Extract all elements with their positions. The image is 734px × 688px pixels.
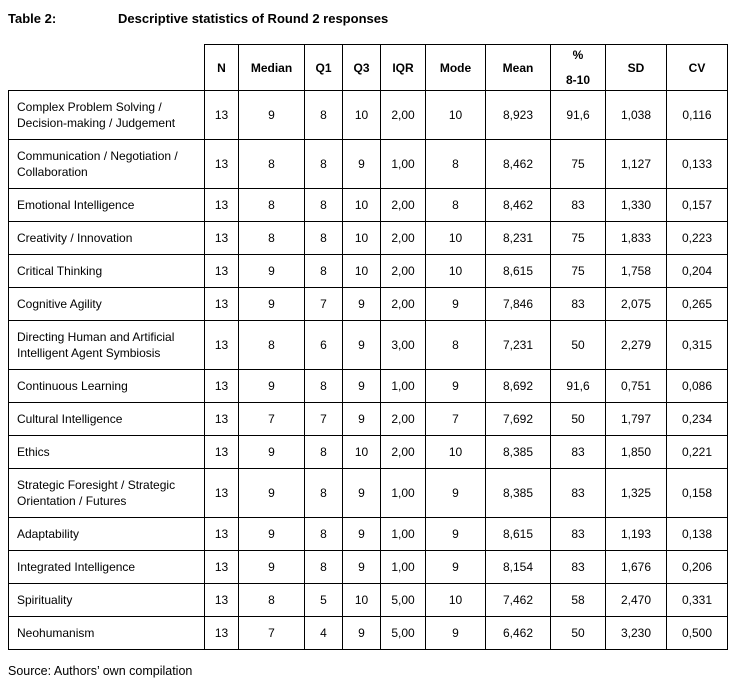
cell-median: 9 <box>239 518 305 551</box>
cell-n: 13 <box>205 222 239 255</box>
cell-q3: 10 <box>343 91 381 140</box>
cell-pct-8-10: 75 <box>551 140 606 189</box>
cell-median: 8 <box>239 189 305 222</box>
cell-mean: 8,923 <box>486 91 551 140</box>
cell-cv: 0,138 <box>667 518 728 551</box>
cell-cv: 0,221 <box>667 436 728 469</box>
cell-q3: 9 <box>343 321 381 370</box>
cell-n: 13 <box>205 469 239 518</box>
cell-sd: 2,470 <box>606 584 667 617</box>
cell-pct-8-10: 50 <box>551 617 606 650</box>
table-row <box>9 370 728 403</box>
cell-q3: 9 <box>343 518 381 551</box>
cell-median: 9 <box>239 370 305 403</box>
cell-median: 8 <box>239 140 305 189</box>
cell-mean: 8,462 <box>486 140 551 189</box>
cell-q3: 9 <box>343 370 381 403</box>
cell-pct-8-10: 75 <box>551 255 606 288</box>
cell-mean: 7,846 <box>486 288 551 321</box>
cell-mean: 7,462 <box>486 584 551 617</box>
cell-mode: 7 <box>426 403 486 436</box>
cell-median: 8 <box>239 321 305 370</box>
row-label: Complex Problem Solving / Decision-making / Judgement <box>9 91 205 140</box>
cell-q1: 5 <box>305 584 343 617</box>
cell-q3: 10 <box>343 584 381 617</box>
cell-mode: 10 <box>426 436 486 469</box>
cell-median: 8 <box>239 584 305 617</box>
cell-iqr: 5,00 <box>381 584 426 617</box>
cell-iqr: 2,00 <box>381 222 426 255</box>
column-header-q1: Q1 <box>305 45 343 91</box>
cell-sd: 1,850 <box>606 436 667 469</box>
cell-pct-8-10: 50 <box>551 403 606 436</box>
table-row <box>9 584 728 617</box>
cell-sd: 0,751 <box>606 370 667 403</box>
cell-iqr: 1,00 <box>381 469 426 518</box>
cell-iqr: 2,00 <box>381 255 426 288</box>
cell-sd: 1,797 <box>606 403 667 436</box>
cell-q3: 10 <box>343 255 381 288</box>
cell-median: 9 <box>239 469 305 518</box>
table-row <box>9 617 728 650</box>
cell-mode: 8 <box>426 321 486 370</box>
cell-sd: 3,230 <box>606 617 667 650</box>
row-label: Cognitive Agility <box>9 288 205 321</box>
cell-mode: 8 <box>426 140 486 189</box>
cell-mode: 9 <box>426 551 486 584</box>
cell-mode: 9 <box>426 469 486 518</box>
row-label: Creativity / Innovation <box>9 222 205 255</box>
cell-sd: 1,038 <box>606 91 667 140</box>
table-row <box>9 321 728 370</box>
cell-median: 7 <box>239 617 305 650</box>
cell-pct-8-10: 83 <box>551 551 606 584</box>
cell-q1: 4 <box>305 617 343 650</box>
table-body <box>9 91 728 650</box>
cell-mean: 8,385 <box>486 469 551 518</box>
cell-q3: 9 <box>343 288 381 321</box>
cell-mean: 8,385 <box>486 436 551 469</box>
cell-pct-8-10: 83 <box>551 189 606 222</box>
cell-median: 9 <box>239 288 305 321</box>
cell-q1: 7 <box>305 403 343 436</box>
cell-pct-8-10: 83 <box>551 436 606 469</box>
cell-pct-8-10: 91,6 <box>551 91 606 140</box>
table-row <box>9 518 728 551</box>
cell-q3: 9 <box>343 469 381 518</box>
cell-mode: 8 <box>426 189 486 222</box>
cell-median: 9 <box>239 551 305 584</box>
cell-median: 8 <box>239 222 305 255</box>
cell-cv: 0,234 <box>667 403 728 436</box>
table-row <box>9 255 728 288</box>
row-label: Directing Human and Artificial Intelligent Agent Symbiosis <box>9 321 205 370</box>
cell-q1: 8 <box>305 91 343 140</box>
cell-n: 13 <box>205 617 239 650</box>
cell-pct-8-10: 75 <box>551 222 606 255</box>
cell-pct-8-10: 83 <box>551 518 606 551</box>
header-row <box>9 45 728 91</box>
cell-n: 13 <box>205 140 239 189</box>
column-header-sd: SD <box>606 45 667 91</box>
cell-n: 13 <box>205 370 239 403</box>
row-label: Integrated Intelligence <box>9 551 205 584</box>
row-label: Neohumanism <box>9 617 205 650</box>
cell-iqr: 2,00 <box>381 91 426 140</box>
cell-mean: 6,462 <box>486 617 551 650</box>
cell-median: 9 <box>239 91 305 140</box>
table-caption-title: Descriptive statistics of Round 2 responses <box>118 11 389 26</box>
table-caption-number: Table 2: <box>8 11 57 26</box>
cell-iqr: 5,00 <box>381 617 426 650</box>
cell-q1: 8 <box>305 518 343 551</box>
cell-cv: 0,331 <box>667 584 728 617</box>
cell-iqr: 1,00 <box>381 140 426 189</box>
cell-cv: 0,204 <box>667 255 728 288</box>
table-caption <box>8 10 734 27</box>
table-row <box>9 403 728 436</box>
cell-q3: 9 <box>343 403 381 436</box>
cell-n: 13 <box>205 584 239 617</box>
cell-n: 13 <box>205 321 239 370</box>
statistics-table <box>8 44 728 650</box>
cell-median: 9 <box>239 255 305 288</box>
cell-mean: 8,154 <box>486 551 551 584</box>
cell-q1: 6 <box>305 321 343 370</box>
cell-mean: 8,231 <box>486 222 551 255</box>
cell-iqr: 1,00 <box>381 551 426 584</box>
cell-cv: 0,265 <box>667 288 728 321</box>
column-header-median: Median <box>239 45 305 91</box>
table-header <box>9 45 728 91</box>
cell-cv: 0,500 <box>667 617 728 650</box>
corner-cell <box>9 45 205 91</box>
cell-cv: 0,086 <box>667 370 728 403</box>
cell-q3: 10 <box>343 222 381 255</box>
cell-pct-8-10: 83 <box>551 469 606 518</box>
cell-cv: 0,315 <box>667 321 728 370</box>
row-label: Critical Thinking <box>9 255 205 288</box>
cell-mode: 9 <box>426 518 486 551</box>
row-label: Communication / Negotiation / Collaboration <box>9 140 205 189</box>
cell-iqr: 3,00 <box>381 321 426 370</box>
cell-sd: 1,676 <box>606 551 667 584</box>
row-label: Spirituality <box>9 584 205 617</box>
cell-mode: 10 <box>426 584 486 617</box>
column-header-n: N <box>205 45 239 91</box>
cell-mode: 9 <box>426 288 486 321</box>
row-label: Adaptability <box>9 518 205 551</box>
cell-cv: 0,116 <box>667 91 728 140</box>
table-row <box>9 551 728 584</box>
cell-q3: 9 <box>343 140 381 189</box>
cell-n: 13 <box>205 551 239 584</box>
cell-mean: 8,462 <box>486 189 551 222</box>
cell-sd: 2,279 <box>606 321 667 370</box>
row-label: Continuous Learning <box>9 370 205 403</box>
row-label: Emotional Intelligence <box>9 189 205 222</box>
cell-sd: 1,127 <box>606 140 667 189</box>
cell-q1: 8 <box>305 551 343 584</box>
source-note: Source: Authors’ own compilation <box>8 664 193 678</box>
table-row <box>9 189 728 222</box>
cell-q3: 9 <box>343 617 381 650</box>
cell-n: 13 <box>205 91 239 140</box>
cell-median: 9 <box>239 436 305 469</box>
cell-mean: 7,231 <box>486 321 551 370</box>
cell-q1: 8 <box>305 436 343 469</box>
cell-q1: 8 <box>305 222 343 255</box>
cell-sd: 1,325 <box>606 469 667 518</box>
cell-n: 13 <box>205 288 239 321</box>
cell-pct-8-10: 58 <box>551 584 606 617</box>
table-row <box>9 288 728 321</box>
cell-sd: 1,193 <box>606 518 667 551</box>
column-header-pct-8-10: % 8-10 <box>551 45 606 91</box>
cell-mode: 10 <box>426 222 486 255</box>
table-row <box>9 436 728 469</box>
cell-q1: 8 <box>305 140 343 189</box>
cell-cv: 0,157 <box>667 189 728 222</box>
cell-mode: 9 <box>426 617 486 650</box>
cell-q1: 8 <box>305 255 343 288</box>
cell-mean: 8,692 <box>486 370 551 403</box>
cell-n: 13 <box>205 518 239 551</box>
row-label: Cultural Intelligence <box>9 403 205 436</box>
cell-cv: 0,158 <box>667 469 728 518</box>
table-row <box>9 91 728 140</box>
cell-mode: 9 <box>426 370 486 403</box>
row-label: Strategic Foresight / Strategic Orientation / Futures <box>9 469 205 518</box>
cell-iqr: 1,00 <box>381 518 426 551</box>
column-header-iqr: IQR <box>381 45 426 91</box>
row-label: Ethics <box>9 436 205 469</box>
cell-q1: 8 <box>305 189 343 222</box>
column-header-cv: CV <box>667 45 728 91</box>
cell-n: 13 <box>205 255 239 288</box>
cell-q1: 7 <box>305 288 343 321</box>
cell-mode: 10 <box>426 255 486 288</box>
cell-mean: 8,615 <box>486 518 551 551</box>
cell-mean: 8,615 <box>486 255 551 288</box>
cell-iqr: 2,00 <box>381 436 426 469</box>
cell-iqr: 2,00 <box>381 403 426 436</box>
table-row <box>9 140 728 189</box>
cell-sd: 2,075 <box>606 288 667 321</box>
cell-n: 13 <box>205 436 239 469</box>
cell-median: 7 <box>239 403 305 436</box>
cell-cv: 0,206 <box>667 551 728 584</box>
cell-iqr: 2,00 <box>381 288 426 321</box>
cell-cv: 0,223 <box>667 222 728 255</box>
cell-sd: 1,330 <box>606 189 667 222</box>
cell-iqr: 1,00 <box>381 370 426 403</box>
cell-pct-8-10: 50 <box>551 321 606 370</box>
column-header-mean: Mean <box>486 45 551 91</box>
cell-q1: 8 <box>305 469 343 518</box>
cell-n: 13 <box>205 403 239 436</box>
column-header-mode: Mode <box>426 45 486 91</box>
cell-pct-8-10: 91,6 <box>551 370 606 403</box>
cell-iqr: 2,00 <box>381 189 426 222</box>
cell-n: 13 <box>205 189 239 222</box>
cell-cv: 0,133 <box>667 140 728 189</box>
cell-pct-8-10: 83 <box>551 288 606 321</box>
table-row <box>9 222 728 255</box>
cell-mode: 10 <box>426 91 486 140</box>
table-row <box>9 469 728 518</box>
column-header-q3: Q3 <box>343 45 381 91</box>
cell-sd: 1,758 <box>606 255 667 288</box>
cell-mean: 7,692 <box>486 403 551 436</box>
cell-q3: 10 <box>343 436 381 469</box>
cell-sd: 1,833 <box>606 222 667 255</box>
cell-q3: 9 <box>343 551 381 584</box>
cell-q3: 10 <box>343 189 381 222</box>
cell-q1: 8 <box>305 370 343 403</box>
